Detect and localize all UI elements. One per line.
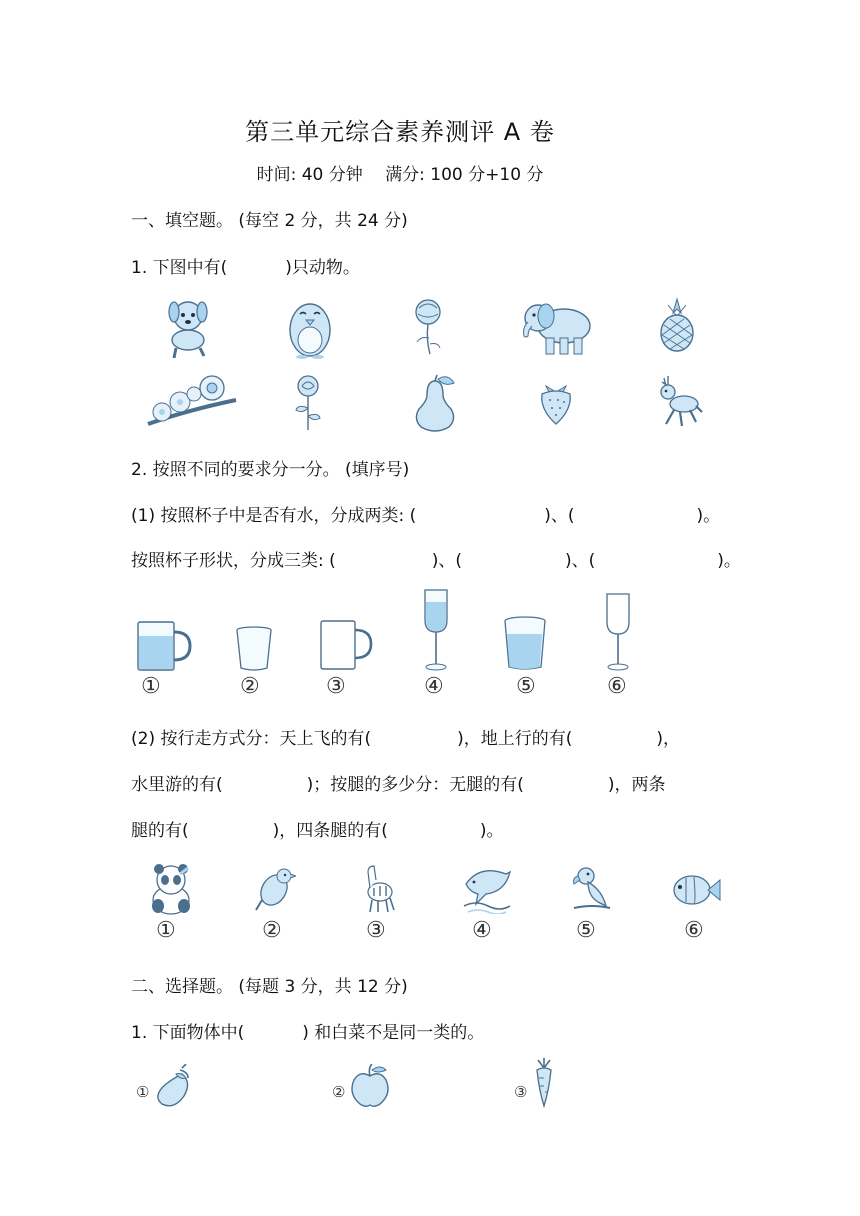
cup-label-3: ③	[326, 674, 346, 699]
cup-label-1: ①	[141, 674, 161, 699]
text-segment: ) 和白菜不是同一类的。	[302, 1023, 485, 1043]
text-segment: 1. 下面物体中(	[131, 1023, 245, 1043]
option-label-1: ①	[136, 1083, 150, 1101]
text-segment: )、(	[431, 551, 463, 571]
deer-icon	[654, 374, 704, 428]
text-segment: )，两条	[607, 775, 666, 795]
question-2-1-line2	[131, 546, 741, 571]
text-segment: )、(	[544, 506, 575, 526]
elephant-icon	[520, 296, 594, 358]
page-title: 第三单元综合素养测评 A 卷	[245, 118, 555, 146]
option-label-2: ②	[332, 1083, 346, 1101]
wine-glass-with-water-icon	[422, 588, 450, 672]
tumbler-with-water-icon	[502, 616, 548, 672]
text-segment: 水里游的有(	[131, 775, 223, 795]
exam-meta: 时间: 40 分钟 满分: 100 分+10 分	[256, 165, 544, 185]
question-2-2-line3	[131, 816, 504, 841]
mug-empty-icon	[318, 618, 374, 672]
zebra-icon	[360, 862, 396, 914]
q1-text-before: 1. 下图中有(	[131, 258, 228, 278]
text-segment: )。	[479, 821, 504, 841]
animal-label-5: ⑤	[576, 918, 596, 943]
mug-with-water-icon	[134, 618, 194, 674]
animal-label-4: ④	[472, 918, 492, 943]
carrot-icon	[532, 1058, 556, 1108]
animal-label-3: ③	[366, 918, 386, 943]
pineapple-icon	[656, 297, 698, 353]
text-segment: (1) 按照杯子中是否有水，分成两类: (	[131, 506, 417, 526]
pear-icon	[408, 373, 462, 433]
text-segment: )。	[696, 506, 721, 526]
animal-label-2: ②	[262, 918, 282, 943]
cup-label-2: ②	[240, 674, 260, 699]
fish-icon	[670, 870, 722, 910]
cup-label-4: ④	[424, 674, 444, 699]
text-segment: )，四条腿的有(	[272, 821, 388, 841]
puppy-icon	[160, 294, 216, 360]
option-label-3: ③	[514, 1083, 528, 1101]
question-1-1	[131, 253, 360, 278]
animal-label-6: ⑥	[684, 918, 704, 943]
section-2-heading: 二、选择题。 (每题 3 分，共 12 分)	[131, 977, 408, 997]
q1-text-after: )只动物。	[285, 258, 360, 278]
question-2-2-line2	[131, 770, 666, 795]
apple-icon	[350, 1064, 390, 1108]
question-2-1-line1	[131, 501, 720, 526]
chick-icon	[286, 294, 334, 360]
wine-glass-empty-icon	[604, 592, 632, 672]
cup-label-6: ⑥	[607, 674, 627, 699]
tumbler-empty-icon	[234, 626, 274, 672]
animal-label-1: ①	[156, 918, 176, 943]
question-2-1	[131, 1018, 484, 1043]
text-segment: 按照杯子形状，分成三类: (	[131, 551, 336, 571]
flower-branch-icon	[144, 372, 240, 428]
dolphin-icon	[462, 862, 512, 914]
text-segment: )，地上行的有(	[457, 729, 573, 749]
text-segment: )。	[717, 551, 741, 571]
carnation-icon	[410, 298, 446, 356]
rose-icon	[292, 374, 324, 432]
cup-label-5: ⑤	[516, 674, 536, 699]
parrot-icon	[568, 864, 614, 914]
strawberry-icon	[538, 378, 574, 426]
text-segment: (2) 按行走方式分：天上飞的有(	[131, 729, 372, 749]
question-1-2: 2. 按照不同的要求分一分。 (填序号)	[131, 460, 410, 480]
text-segment: 腿的有(	[131, 821, 189, 841]
text-segment: )，	[656, 729, 681, 749]
text-segment: )、(	[565, 551, 596, 571]
section-1-heading: 一、填空题。 (每空 2 分，共 24 分)	[131, 211, 408, 231]
bird-icon	[254, 866, 296, 914]
question-2-2-line1	[131, 724, 680, 749]
panda-icon	[146, 862, 196, 916]
eggplant-icon	[154, 1064, 194, 1108]
text-segment: )；按腿的多少分：无腿的有(	[306, 775, 524, 795]
